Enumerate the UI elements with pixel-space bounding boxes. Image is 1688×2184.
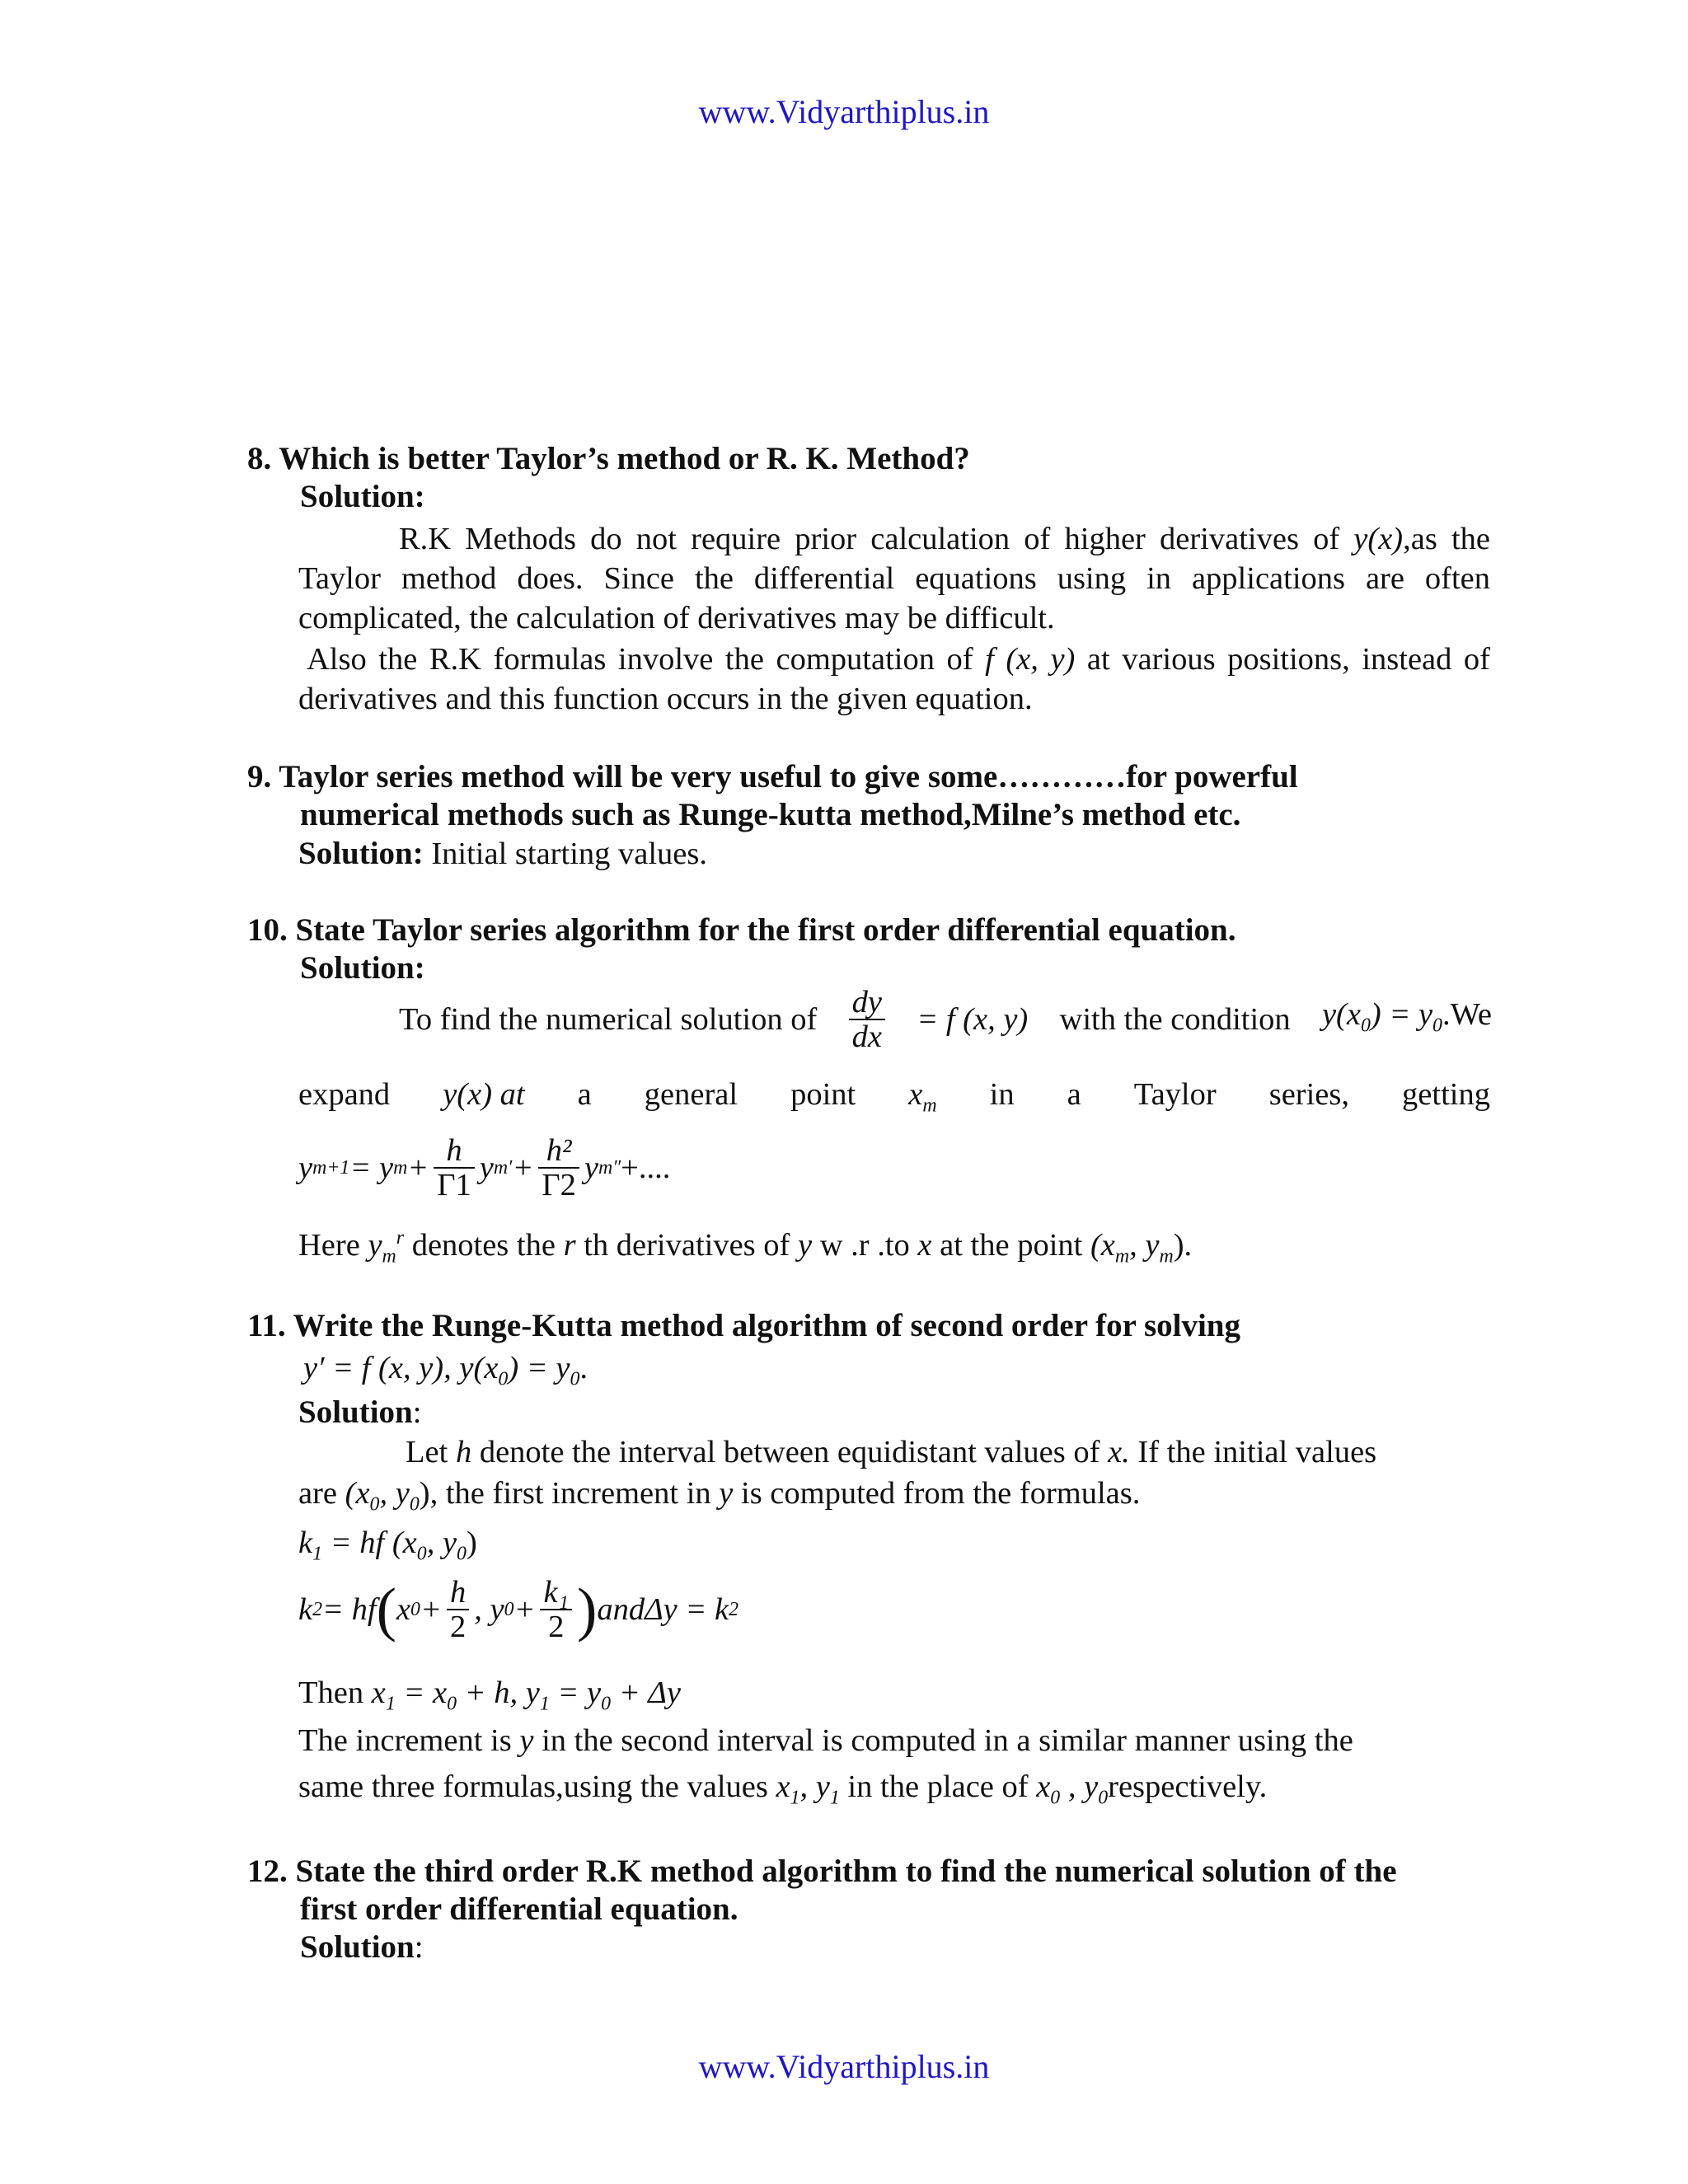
question-11-same-line: same three formulas,using the values $x_1$, $y_1$ in the place of $x_0$ , $y_0respectively$. [298, 1769, 1268, 1809]
question-12-solution-label: Solution [300, 1929, 415, 1965]
question-12: 12. State the third order R.K method algorithm to find the numerical solution of the first order differential equation. Solution: [247, 1853, 1533, 1966]
question-9-line-2: numerical methods such as Runge-kutta method,Milne’s method etc. [300, 797, 1241, 832]
k2-formula: k 2 = hf ( x 0 + $\frac{h}{2}$ , y 0 + $\frac{\text{k₁}}{2}$ ) andΔy = k 2 [298, 1575, 739, 1645]
question-11-line-1: 11. Write the Runge-Kutta method algorithm of second order for solving [247, 1308, 1240, 1343]
question-9 [247, 758, 1533, 834]
question-11-ode: y′ = f (x, y), $y(x_0) = y_0$. [303, 1351, 588, 1390]
question-10-here-line: Here $y_m^r$ denotes the r th derivatives of y w .r .to x at the point ($x_m$, $y_m$). [298, 1227, 1193, 1268]
dy-dx-fraction: $\frac{dy}{dx}$ [849, 986, 885, 1054]
question-8 [247, 440, 1533, 516]
question-11-paragraph-1: Let h denote the interval between equidistant values of x. If the initial values [406, 1435, 1377, 1469]
question-10-solution-label: Solution: [300, 950, 425, 986]
question-10 [247, 912, 1533, 987]
question-8-text: . Which is better Taylor’s method or R. K. Method? [263, 441, 970, 476]
question-11 [247, 1307, 1533, 1345]
question-9-line-1: 9. Taylor series method will be very useful to give some…………for powerful [247, 759, 1298, 794]
then-formula: Then $x_1 = x_0 + h$, $y_1 = y_0 + \Delta y$ [298, 1675, 681, 1715]
taylor-series-formula: y m+1 = y m + $\frac{h}{\Gamma 1}$ y m ′ + $\frac{\text{h²}}{\Gamma 2}$ y m ″ +.... [298, 1133, 671, 1203]
question-8-solution-label: Solution: [300, 479, 425, 514]
question-12-line-2: first order differential equation. [300, 1891, 738, 1927]
footer-site-link[interactable]: www.Vidyarthiplus.in [698, 2048, 990, 2085]
question-12-line-1: 12. State the third order R.K method algorithm to find the numerical solution of the [247, 1854, 1397, 1889]
k1-formula: $k_1$ = hf ($x_0$, $y_0$) [298, 1526, 477, 1565]
question-10-line-1: To find the numerical solution of $\frac{dy}{dx}$ = f (x, y) with the condition $y(x_0) = y_0.We$ [399, 985, 1492, 1055]
question-11-solution-label: Solution: [298, 1394, 422, 1430]
question-10-text: 10. State Taylor series algorithm for the first order differential equation. [247, 912, 1236, 948]
question-11-increment-line: The increment is y in the second interval is computed in a similar manner using the [298, 1723, 1353, 1758]
question-10-line-2: expand y(x) at a general point $x_m$ in a Taylor series, getting [298, 1077, 1490, 1117]
question-8-paragraph-1: R.K Methods do not require prior calculation of higher derivatives of y(x),as the Taylor method does. Since the differential equations using in applications are often complicated, the calculation of derivatives may be difficult. [298, 522, 1490, 635]
question-9-solution: Solution: Initial starting values. [298, 836, 708, 871]
question-8-paragraph-2: Also the R.K formulas involve the computation of f (x, y) at various positions, instead of derivatives and this function occurs in the given equation. [298, 642, 1490, 716]
question-11-paragraph-2: are ($x_0$, $y_0$), the first increment in y is computed from the formulas. [298, 1476, 1141, 1516]
header-site-link[interactable]: www.Vidyarthiplus.in [698, 93, 990, 130]
question-8-number: 8 [247, 441, 264, 476]
